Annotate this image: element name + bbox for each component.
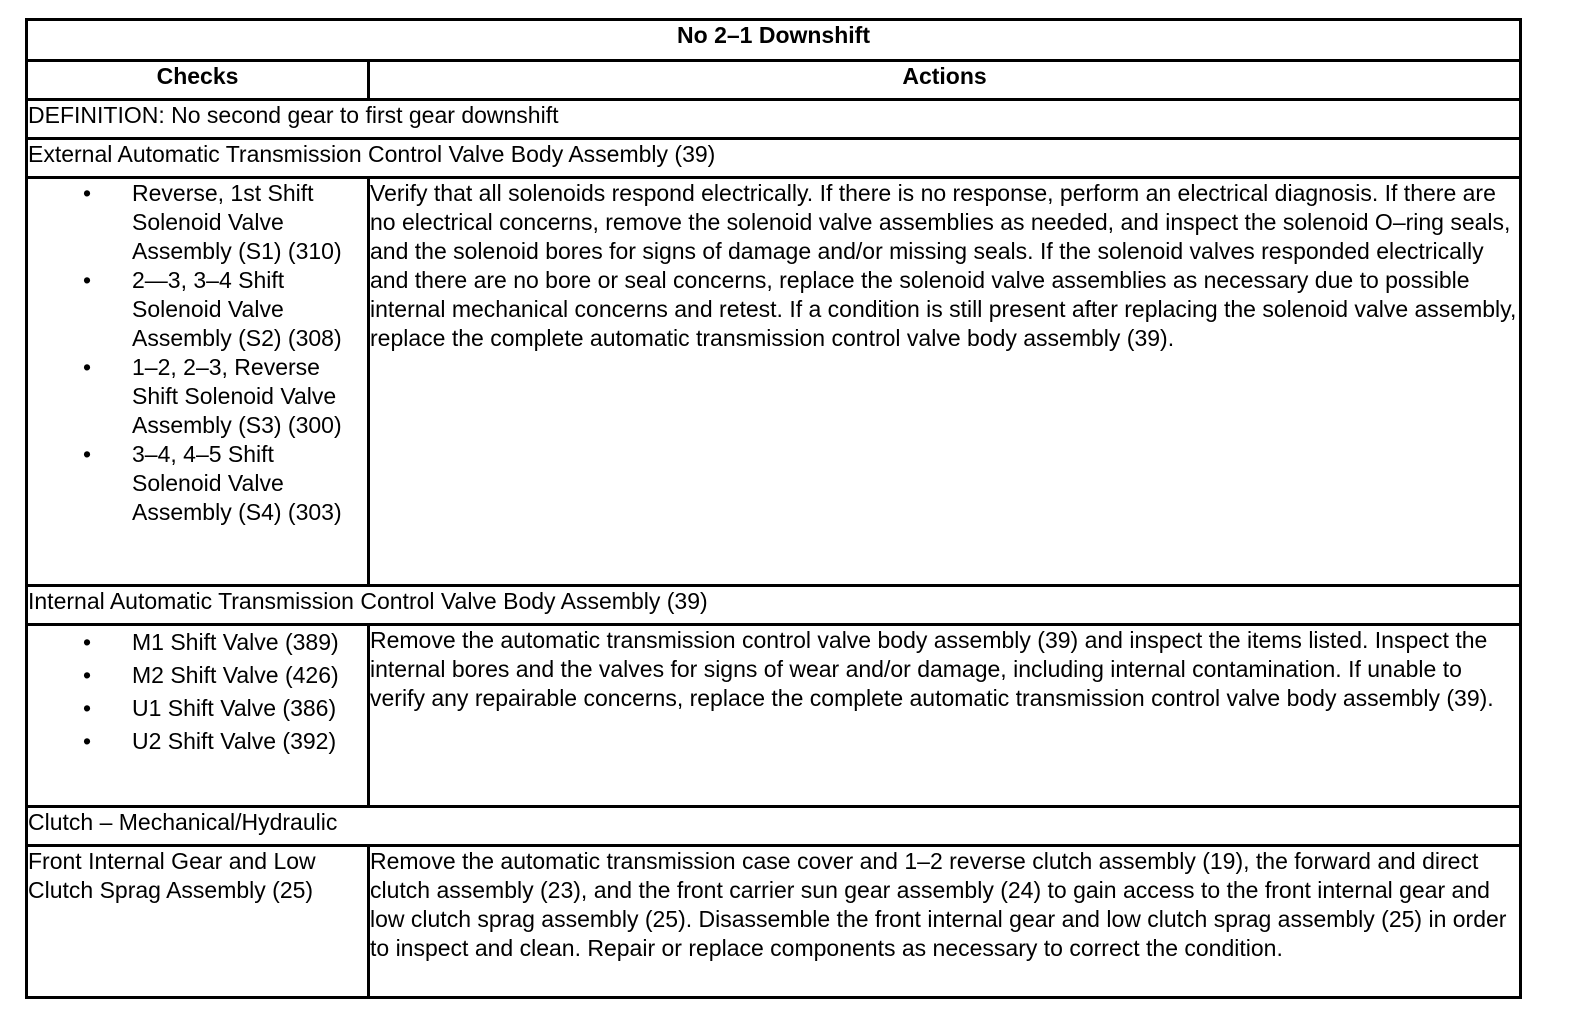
check-item-text: U1 Shift Valve (386) [132,695,337,721]
check-item-text: Front Internal Gear and Low Clutch Sprag Assembly (25) [27,846,369,998]
bullet-icon: • [83,180,92,206]
list-item [28,353,367,440]
bullet-icon: • [83,354,92,380]
check-item-text: M2 Shift Valve (426) [132,662,339,688]
check-item-text: M1 Shift Valve (389) [132,629,339,655]
table-row [27,846,1521,998]
check-item-text: U2 Shift Valve (392) [132,728,337,754]
list-item [28,179,367,266]
action-text: Verify that all solenoids respond electrically. If there is no response, perform an electrical diagnosis. If there are no electrical concerns, remove the solenoid valve assemblies as needed, and inspect the solenoid O–ring seals, and the solenoid bores for signs of damage and/or missing seals. If the solenoid valves responded electrically and there are no bore or seal concerns, replace the solenoid valve assemblies as necessary due to possible internal mechanical concerns and retest. If a condition is still present after replacing the solenoid valve assembly, replace the complete automatic transmission control valve body assembly (39). [369,178,1521,586]
section-heading: Internal Automatic Transmission Control Valve Body Assembly (39) [27,586,1521,625]
checks-list [28,626,367,758]
check-item-text: 3–4, 4–5 Shift Solenoid Valve Assembly (S4) (303) [132,441,342,525]
list-item [28,626,367,659]
table-row [27,625,1521,807]
check-item-text: 2—3, 3–4 Shift Solenoid Valve Assembly (S2) (308) [132,267,342,351]
bullet-icon: • [83,728,92,754]
list-item [28,266,367,353]
table-row [27,178,1521,586]
checks-cell [27,178,369,586]
list-item [28,659,367,692]
diagnostic-table [25,18,1522,999]
action-text: Remove the automatic transmission control valve body assembly (39) and inspect the items listed. Inspect the internal bores and the valves for signs of wear and/or damage, including internal contamination. If unable to verify any repairable concerns, replace the complete automatic transmission control valve body assembly (39). [369,625,1521,807]
checks-cell [27,625,369,807]
bullet-icon: • [83,629,92,655]
bullet-icon: • [83,695,92,721]
list-item [28,440,367,527]
list-item [28,692,367,725]
actions-column-header: Actions [369,61,1521,100]
checks-list [28,179,367,527]
bullet-icon: • [83,662,92,688]
action-text: Remove the automatic transmission case cover and 1–2 reverse clutch assembly (19), the forward and direct clutch assembly (23), and the front carrier sun gear assembly (24) to gain access to the front internal gear and low clutch sprag assembly (25). Disassemble the front internal gear and low clutch sprag assembly (25) in order to inspect and clean. Repair or replace components as necessary to correct the condition. [369,846,1521,998]
definition-row: DEFINITION: No second gear to first gear downshift [27,100,1521,139]
checks-column-header: Checks [27,61,369,100]
section-heading: Clutch – Mechanical/Hydraulic [27,807,1521,846]
bullet-icon: • [83,441,92,467]
list-item [28,725,367,758]
check-item-text: Reverse, 1st Shift Solenoid Valve Assembly (S1) (310) [132,180,342,264]
section-heading: External Automatic Transmission Control Valve Body Assembly (39) [27,139,1521,178]
check-item-text: 1–2, 2–3, Reverse Shift Solenoid Valve Assembly (S3) (300) [132,354,342,438]
bullet-icon: • [83,267,92,293]
table-title: No 2–1 Downshift [27,20,1521,61]
